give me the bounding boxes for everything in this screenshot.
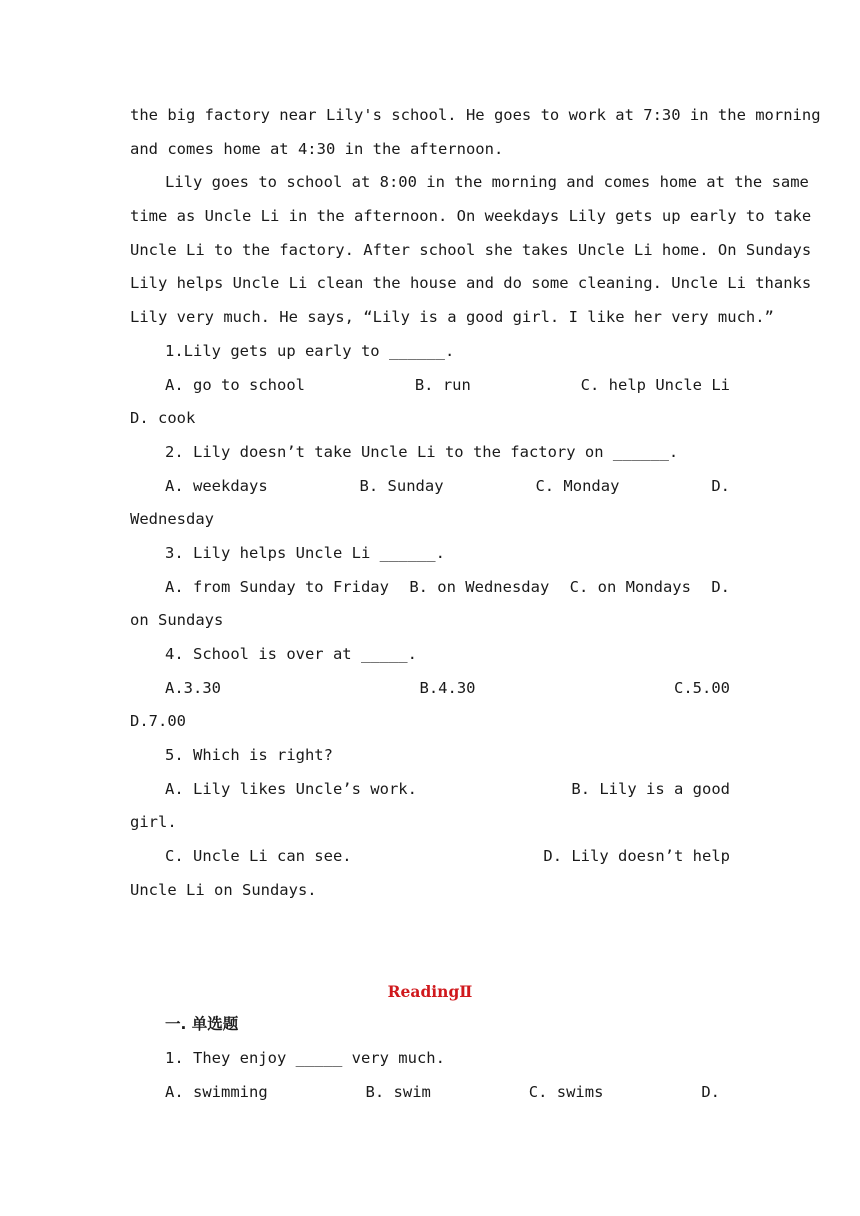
option-wrap: girl. bbox=[130, 813, 177, 832]
passage-line: time as Uncle Li in the afternoon. On weekdays Lily gets up early to take bbox=[130, 207, 812, 226]
question-stem: 4. School is over at _____. bbox=[165, 645, 417, 663]
option-wrap: on Sundays bbox=[130, 611, 224, 630]
passage-line: and comes home at 4:30 in the afternoon. bbox=[130, 139, 504, 158]
option-c: C. on Mondays bbox=[569, 577, 691, 596]
section-heading: 一. 单选题 bbox=[165, 1015, 239, 1034]
question-stem: 5. Which is right? bbox=[165, 746, 333, 765]
section-title: ReadingⅡ bbox=[387, 981, 473, 1001]
option-a: A. swimming bbox=[165, 1082, 268, 1101]
option-wrap: D. cook bbox=[130, 409, 196, 428]
option-b: B. Lily is a good bbox=[571, 779, 730, 798]
question-stem: 3. Lily helps Uncle Li ______. bbox=[165, 543, 445, 562]
option-c: C. Monday bbox=[535, 476, 620, 495]
option-a: A.3.30 bbox=[165, 678, 221, 697]
document-page bbox=[130, 99, 821, 1109]
option-c: C. swims bbox=[528, 1082, 604, 1101]
passage-line: Uncle Li to the factory. After school she takes Uncle Li home. On Sundays bbox=[130, 240, 812, 259]
option-b: B. swim bbox=[365, 1082, 431, 1101]
option-c: C. help Uncle Li bbox=[580, 375, 730, 394]
option-wrap: Wednesday bbox=[130, 510, 214, 529]
option-b: B.4.30 bbox=[419, 678, 476, 697]
question-stem: 2. Lily doesn’t take Uncle Li to the factory on ______. bbox=[165, 442, 679, 461]
option-c: C. Uncle Li can see. bbox=[165, 847, 352, 866]
option-d: D. Lily doesn’t help bbox=[543, 847, 730, 866]
passage-line: Lily goes to school at 8:00 in the morning and comes home at the same bbox=[165, 173, 809, 192]
question-options bbox=[130, 571, 730, 605]
option-b: B. on Wednesday bbox=[409, 577, 550, 596]
passage-line: Lily very much. He says, “Lily is a good girl. I like her very much.” bbox=[130, 308, 774, 327]
passage-line: Lily helps Uncle Li clean the house and do some cleaning. Uncle Li thanks bbox=[130, 274, 812, 293]
option-a: A. weekdays bbox=[165, 476, 268, 495]
option-a: A. go to school bbox=[165, 375, 305, 394]
option-a: A. from Sunday to Friday bbox=[165, 577, 389, 596]
question-stem: 1.Lily gets up early to ______. bbox=[165, 341, 455, 360]
option-d: D. bbox=[711, 577, 730, 596]
question-options bbox=[130, 1076, 730, 1110]
question-options bbox=[130, 672, 730, 706]
spacer bbox=[130, 908, 730, 975]
question-options bbox=[130, 840, 730, 874]
option-b: B. run bbox=[414, 375, 471, 394]
option-wrap: Uncle Li on Sundays. bbox=[130, 880, 317, 899]
question-options bbox=[130, 773, 730, 807]
option-a: A. Lily likes Uncle’s work. bbox=[165, 779, 417, 798]
question-stem: 1. They enjoy _____ very much. bbox=[165, 1048, 445, 1067]
option-c: C.5.00 bbox=[674, 678, 730, 697]
question-options bbox=[130, 470, 730, 504]
passage bbox=[130, 99, 821, 335]
option-d: D. bbox=[711, 476, 730, 495]
option-wrap: D.7.00 bbox=[130, 712, 186, 731]
question-options bbox=[130, 369, 730, 403]
passage-line: the big factory near Lily's school. He goes to work at 7:30 in the morning bbox=[130, 106, 821, 124]
option-b: B. Sunday bbox=[359, 476, 444, 495]
option-d: D. bbox=[701, 1082, 720, 1101]
